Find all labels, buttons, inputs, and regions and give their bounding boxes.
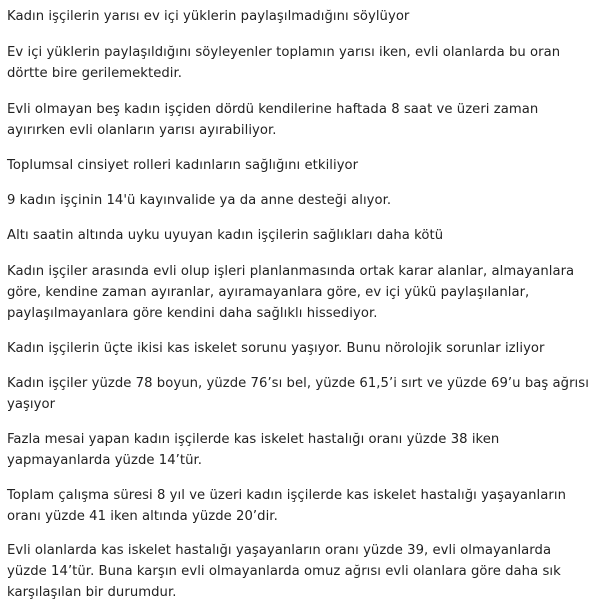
paragraph-8: Kadın işçilerin üçte ikisi kas iskelet sorunu yaşıyor. Bunu nörolojik sorunlar izliyor [7,341,545,356]
paragraph-7: Kadın işçiler arasında evli olup işleri planlanmasında ortak karar alanlar, almayanlara göre, kendine zaman ayıranlar, ayıramayanlara göre, ev içi yükü paylaşılanlar, paylaşılmayanlara göre kendini daha sağlıklı hissediyor. [7,264,575,321]
paragraph-2: Ev içi yüklerin paylaşıldığını söyleyenler toplamın yarısı iken, evli olanlarda bu oran dörtte bire gerilemektedir. [7,45,561,81]
paragraph-9: Kadın işçiler yüzde 78 boyun, yüzde 76’sı bel, yüzde 61,5’i sırt ve yüzde 69’u baş ağrısı yaşıyor [7,376,589,412]
paragraph-5: 9 kadın işçinin 14'ü kayınvalide ya da anne desteği alıyor. [7,193,392,208]
paragraph-11: Toplam çalışma süresi 8 yıl ve üzeri kadın işçilerde kas iskelet hastalığı yaşayanların oranı yüzde 41 iken altında yüzde 20’dir. [7,488,566,524]
paragraph-3: Evli olmayan beş kadın işçiden dördü kendilerine haftada 8 saat ve üzeri zaman ayırırken evli olanların yarısı ayırabiliyor. [7,102,539,138]
paragraph-1: Kadın işçilerin yarısı ev içi yüklerin paylaşılmadığını söylüyor [7,9,410,24]
paragraph-4: Toplumsal cinsiyet rolleri kadınların sağlığını etkiliyor [7,158,359,173]
paragraph-6: Altı saatin altında uyku uyuyan kadın işçilerin sağlıkları daha kötü [7,228,444,243]
paragraph-12: Evli olanlarda kas iskelet hastalığı yaşayanların oranı yüzde 39, evli olmayanlarda yüzde 14’tür. Buna karşın evli olmayanlarda omuz ağrısı evli olanlara göre daha sık karşılaşılan bir durumdur. [7,543,561,600]
paragraph-10: Fazla mesai yapan kadın işçilerde kas iskelet hastalığı oranı yüzde 38 iken yapmayanlarda yüzde 14’tür. [7,432,500,468]
